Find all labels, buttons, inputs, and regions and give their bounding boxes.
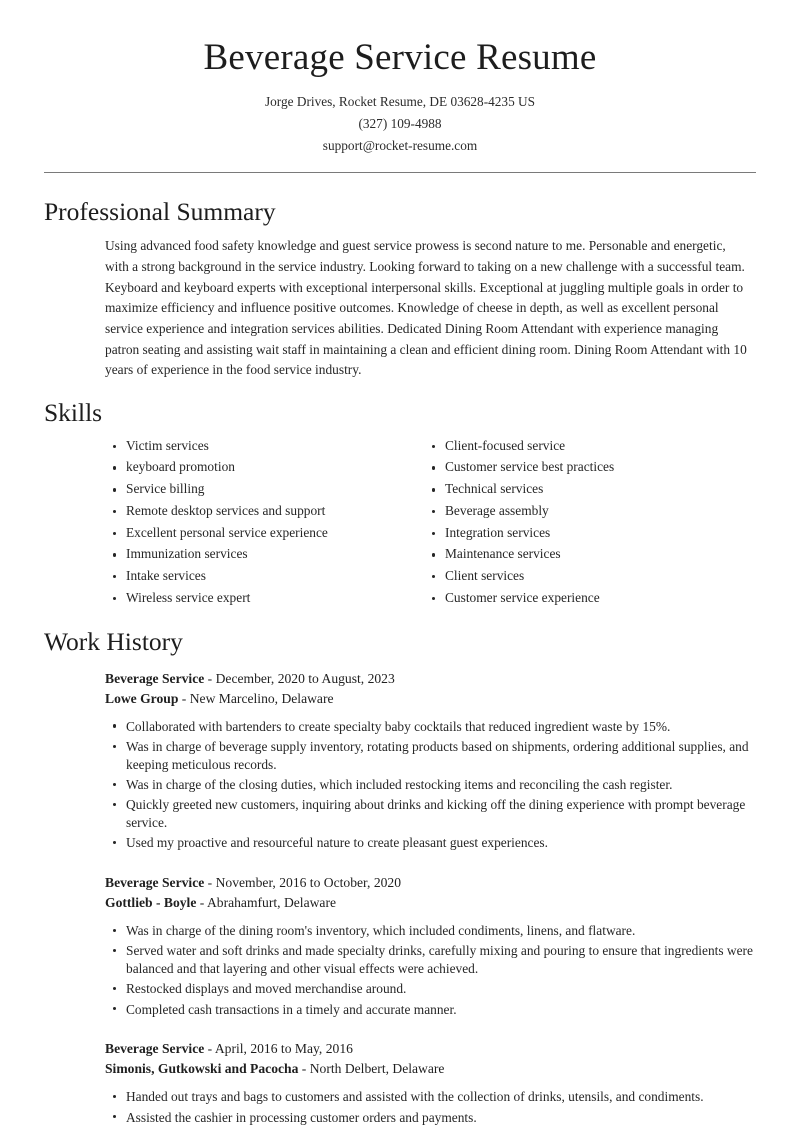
section-skills: [0, 398, 800, 612]
skills-column-left: [105, 439, 424, 613]
list-item: Integration services: [424, 526, 743, 539]
list-item: Quickly greeted new customers, inquiring about drinks and kicking off the dining experience with prompt beverage service.: [105, 796, 755, 832]
job-company: Lowe Group: [105, 690, 179, 706]
page-title: Beverage Service Resume: [203, 37, 597, 78]
job-title: Beverage Service: [105, 875, 205, 891]
list-item: Wireless service expert: [105, 591, 424, 604]
list-item: Customer service experience: [424, 591, 743, 604]
list-item: keyboard promotion: [105, 460, 424, 473]
job-dates: December, 2020 to August, 2023: [215, 670, 395, 686]
job-dates: April, 2016 to May, 2016: [214, 1041, 353, 1057]
skills-list-left: [105, 439, 424, 604]
list-item: Immunization services: [105, 547, 424, 560]
list-item: Victim services: [105, 439, 424, 452]
job-dates: November, 2016 to October, 2020: [215, 875, 402, 891]
list-item: Customer service best practices: [424, 460, 743, 473]
job-company-line: [105, 893, 755, 913]
list-item: Was in charge of beverage supply inventory, rotating products based on shipments, ordering additional supplies, and keeping meticulous records.: [105, 738, 755, 774]
job-location: Abrahamfurt, Delaware: [206, 895, 337, 911]
header-divider: [44, 172, 756, 173]
job-company: Simonis, Gutkowski and Pacocha: [105, 1061, 299, 1077]
job-bullet-list: [105, 718, 755, 852]
job-company-line: [105, 1059, 755, 1079]
list-item: Served water and soft drinks and made specialty drinks, carefully mixing and pouring to ensure that ingredients were balanced and that layering and other visual effects were achieved.: [105, 942, 755, 978]
job-bullet-list: [105, 1088, 755, 1126]
job-separator: -: [178, 690, 190, 706]
contact-phone: (327) 109-4988: [358, 115, 442, 131]
list-item: Remote desktop services and support: [105, 504, 424, 517]
list-item: Client services: [424, 569, 743, 582]
job-title-line: [105, 1039, 755, 1059]
job-title-line: [105, 873, 755, 893]
skills-columns: [105, 439, 755, 613]
job-separator: -: [196, 895, 207, 911]
section-heading-skills: Skills: [44, 398, 103, 428]
job-title: Beverage Service: [105, 670, 205, 686]
list-item: Collaborated with bartenders to create specialty baby cocktails that reduced ingredient waste by 15%.: [105, 718, 755, 736]
work-history-entry: [105, 873, 755, 1018]
work-history-entry: [105, 1039, 755, 1126]
list-item: Handed out trays and bags to customers and assisted with the collection of drinks, utensils, and condiments.: [105, 1088, 755, 1106]
job-company-line: [105, 689, 755, 709]
job-bullet-list: [105, 922, 755, 1018]
list-item: Technical services: [424, 482, 743, 495]
job-location: New Marcelino, Delaware: [189, 690, 334, 706]
job-title: Beverage Service: [105, 1041, 205, 1057]
resume-header: [0, 0, 800, 158]
list-item: Beverage assembly: [424, 504, 743, 517]
job-title-line: [105, 669, 755, 689]
list-item: Assisted the cashier in processing customer orders and payments.: [105, 1109, 755, 1126]
contact-address: Jorge Drives, Rocket Resume, DE 03628-4235 US: [264, 93, 536, 109]
list-item: Was in charge of the closing duties, which included restocking items and reconciling the cash register.: [105, 776, 755, 794]
section-work-history: [0, 627, 800, 1126]
summary-body: [105, 236, 755, 381]
contact-email: support@rocket-resume.com: [322, 138, 478, 154]
work-history-entry: [105, 669, 755, 852]
section-professional-summary: [0, 197, 800, 382]
job-separator: -: [204, 1041, 215, 1057]
job-separator: -: [204, 875, 216, 891]
section-heading-work-history: Work History: [44, 627, 183, 657]
job-separator: -: [298, 1061, 310, 1077]
list-item: Service billing: [105, 482, 424, 495]
section-heading-summary: Professional Summary: [44, 196, 276, 226]
job-location: North Delbert, Delaware: [309, 1061, 445, 1077]
skills-list-right: [424, 439, 743, 604]
summary-text: Using advanced food safety knowledge and guest service prowess is second nature to me. Personable and energetic, with a strong background in the service industry. Looking forward to taking on a new challenge with a successful team. Keyboard and keyboard experts with exceptional interpersonal skills. Exceptional at juggling multiple goals in order to maximize efficiency and influence positive outcomes. Knowledge of cheese in depth, as well as excellent personal service experience and integration services abilities. Dedicated Dining Room Attendant with experience managing patron seating and assisting wait staff in maintaining a clean and efficient dining room. Dining Room Attendant with 10 years of experience in the food service industry.: [105, 238, 747, 378]
list-item: Intake services: [105, 569, 424, 582]
contact-block: [0, 91, 800, 158]
work-history-body: [44, 669, 755, 1126]
list-item: Used my proactive and resourceful nature to create pleasant guest experiences.: [105, 834, 755, 852]
job-separator: -: [204, 670, 216, 686]
list-item: Was in charge of the dining room's inventory, which included condiments, linens, and flatware.: [105, 922, 755, 940]
list-item: Excellent personal service experience: [105, 526, 424, 539]
list-item: Client-focused service: [424, 439, 743, 452]
job-company: Gottlieb - Boyle: [105, 895, 197, 911]
skills-column-right: [424, 439, 743, 613]
list-item: Maintenance services: [424, 547, 743, 560]
list-item: Completed cash transactions in a timely and accurate manner.: [105, 1001, 755, 1019]
list-item: Restocked displays and moved merchandise around.: [105, 980, 755, 998]
